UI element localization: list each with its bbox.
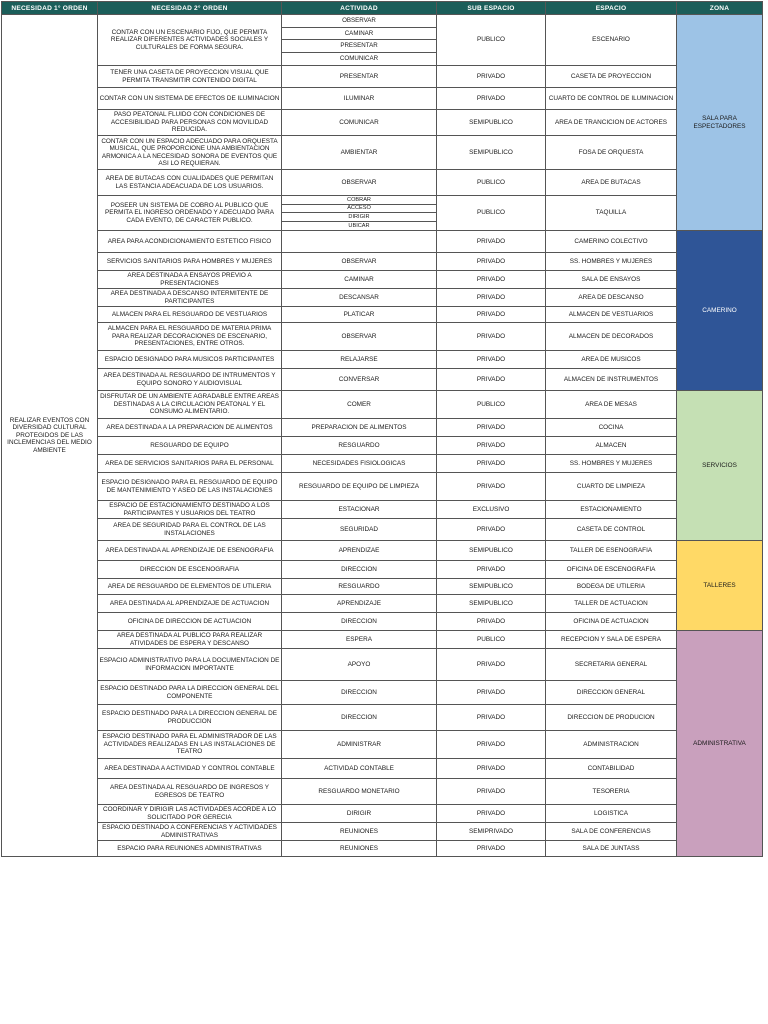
table-row [2,289,763,307]
space-cell: AREA DE TRANCICION DE ACTORES [546,110,677,136]
table-row [2,455,763,473]
second-order-need-cell: AREA DE RESGUARDO DE ELEMENTOS DE UTILERIA [98,579,282,595]
activity-cell [282,231,437,253]
sub-space-cell: SEMIPUBLICO [437,110,546,136]
zone-cell: CAMERINO [677,231,763,391]
table-row [2,323,763,351]
sub-space-cell: SEMIPUBLICO [437,541,546,561]
space-cell: CUARTO DE LIMPIEZA [546,473,677,501]
zone-cell: SERVICIOS [677,391,763,541]
space-cell: RECEPCION Y SALA DE ESPERA [546,631,677,649]
activity-cell: SEGURIDAD [282,519,437,541]
activity-cell: ACTIVIDAD CONTABLE [282,759,437,779]
space-cell: ALMACEN DE INSTRUMENTOS [546,369,677,391]
activity-item: DIRIGIR [282,213,436,222]
sub-space-cell: SEMIPRIVADO [437,823,546,841]
space-cell: CONTABILIDAD [546,759,677,779]
activity-cell: APRENDIZAJE [282,595,437,613]
second-order-need-cell: TENER UNA CASETA DE PROYECCION VISUAL QUE PERMITA TRANSMITIR CONTENIDO DIGITAL [98,66,282,88]
sub-space-cell: PUBLICO [437,15,546,66]
activity-cell: ESPERA [282,631,437,649]
second-order-need-cell: SERVICIOS SANITARIOS PARA HOMBRES Y MUJERES [98,253,282,271]
second-order-need-cell: ALMACEN PARA EL RESGUARDO DE VESTUARIOS [98,307,282,323]
second-order-need-cell: AREA DESTINADA AL RESGUARDO DE INTRUMENTOS Y EQUIPO SONORO Y AUDIOVISUAL [98,369,282,391]
table-row [2,196,763,231]
space-cell: DIRECCION GENERAL [546,681,677,705]
activity-item: UBICAR [348,222,370,229]
activity-item: COBRAR [282,196,436,205]
space-cell: SALA DE ENSAYOS [546,271,677,289]
activity-item: PRESENTAR [282,40,436,53]
activity-cell: DIRECCION [282,705,437,731]
space-cell: AREA DE MESAS [546,391,677,419]
table-row [2,369,763,391]
activity-cell: RESGUARDO DE EQUIPO DE LIMPIEZA [282,473,437,501]
sub-space-cell: PRIVADO [437,731,546,759]
space-cell: OFICINA DE ESCENOGRAFIA [546,561,677,579]
space-cell: TAQUILLA [546,196,677,231]
activity-cell: COMER [282,391,437,419]
zone-cell: TALLERES [677,541,763,631]
table-row [2,519,763,541]
table-row [2,649,763,681]
space-cell: SS. HOMBRES Y MUJERES [546,253,677,271]
second-order-need-cell: AREA PARA ACONDICIONAMIENTO ESTETICO FISICO [98,231,282,253]
second-order-need-cell: ESPACIO DESIGNADO PARA EL RESGUARDO DE EQUIPO DE MANTENIMIENTO Y ASEO DE LAS INSTALACIONES [98,473,282,501]
table-row [2,731,763,759]
space-cell: SS. HOMBRES Y MUJERES [546,455,677,473]
second-order-need-cell: OFICINA DE DIRECCION DE ACTUACION [98,613,282,631]
second-order-need-cell: AREA DESTINADA AL APRENDIZAJE DE ACTUACION [98,595,282,613]
sub-space-cell: PRIVADO [437,519,546,541]
table-row [2,579,763,595]
second-order-need-cell: AREA DESTINADA A ENSAYOS PREVIO A PRESENTACIONES [98,271,282,289]
space-cell: OFICINA DE ACTUACION [546,613,677,631]
activity-cell: OBSERVAR [282,253,437,271]
activity-cell: RESGUARDO [282,437,437,455]
space-cell: LOGISTICA [546,805,677,823]
space-cell: ADMINISTRACION [546,731,677,759]
second-order-need-cell: ALMACEN PARA EL RESGUARDO DE MATERIA PRIMA PARA REALIZAR DECORACIONES DE ESCENARIO, PRESENTACIONES, ENTRE OTROS. [98,323,282,351]
space-cell: TALLER DE ACTUACION [546,595,677,613]
activity-cell: RELAJARSE [282,351,437,369]
table-row [2,541,763,561]
zone-cell: SALA PARA ESPECTADORES [677,15,763,231]
activity-cell: CONVERSAR [282,369,437,391]
space-cell: CASETA DE PROYECCION [546,66,677,88]
sub-space-cell: PRIVADO [437,231,546,253]
activity-cell: APRENDIZAE [282,541,437,561]
table-row [2,307,763,323]
second-order-need-cell: AREA DESTINADA AL PUBLICO PARA REALIZAR ATIVIDADES DE ESPERA Y DESCANSO [98,631,282,649]
table-row [2,779,763,805]
table-row [2,110,763,136]
table-row [2,15,763,66]
sub-space-cell: PRIVADO [437,779,546,805]
table-row [2,823,763,841]
space-cell: ESTACIONAMIENTO [546,501,677,519]
activity-item: CAMINAR [282,28,436,41]
activity-item: COMUNICAR [339,55,379,63]
space-cell: BODEGA DE UTILERIA [546,579,677,595]
space-cell: AREA DE MUSICOS [546,351,677,369]
space-cell: SALA DE CONFERENCIAS [546,823,677,841]
second-order-need-cell: DIRECCION DE ESCENOGRAFIA [98,561,282,579]
header-second-order-need: NECESIDAD 2° ORDEN [98,2,282,15]
activity-cell: OBSERVAR [282,170,437,196]
second-order-need-cell: AREA DE SEGURIDAD PARA EL CONTROL DE LAS INSTALACIONES [98,519,282,541]
table-row [2,613,763,631]
second-order-need-cell: ESPACIO DE ESTACIONAMIENTO DESTINADO A LOS PARTICIPANTES Y USUARIOS DEL TEATRO [98,501,282,519]
sub-space-cell: PUBLICO [437,631,546,649]
sub-space-cell: PRIVADO [437,805,546,823]
table-row [2,231,763,253]
sub-space-cell: PUBLICO [437,196,546,231]
second-order-need-cell: AREA DESTINADA AL RESGUARDO DE INGRESOS Y EGRESOS DE TEATRO [98,779,282,805]
table-row [2,705,763,731]
sub-space-cell: PRIVADO [437,455,546,473]
second-order-need-cell: AREA DESTINADA A LA PREPARACION DE ALIMENTOS [98,419,282,437]
sub-space-cell: PRIVADO [437,473,546,501]
header-activity: ACTIVIDAD [282,2,437,15]
header-space: ESPACIO [546,2,677,15]
sub-space-cell: PRIVADO [437,681,546,705]
space-cell: SALA DE JUNTASS [546,841,677,857]
second-order-need-cell: CONTAR CON UN ESCENARIO FIJO, QUE PERMITA REALIZAR DIFERENTES ACTIVIDADES SOCIALES Y CULTURALES DE FORMA SEGURA. [98,15,282,66]
sub-space-cell: PUBLICO [437,391,546,419]
activity-cell: ILUMINAR [282,88,437,110]
activity-cell: PRESENTAR [282,66,437,88]
activity-cell: PREPARACION DE ALIMENTOS [282,419,437,437]
second-order-need-cell: ESPACIO DESTINADO PARA LA DIRECCION GENERAL DEL COMPONENTE [98,681,282,705]
space-cell: CUARTO DE CONTROL DE ILUMINACION [546,88,677,110]
table-row [2,437,763,455]
sub-space-cell: PRIVADO [437,351,546,369]
table-row [2,253,763,271]
needs-table [1,1,763,857]
activity-cell: DESCANSAR [282,289,437,307]
activity-cell: PLATICAR [282,307,437,323]
table-row [2,419,763,437]
second-order-need-cell: DISFRUTAR DE UN AMBIENTE AGRADABLE ENTRE AREAS DESTINADAS A LA CIRCULACION PEATONAL Y EL CONSUMO ALIMENTARIO. [98,391,282,419]
sub-space-cell: PRIVADO [437,66,546,88]
activity-cell: DIRECCION [282,613,437,631]
table-row [2,473,763,501]
table-row [2,351,763,369]
second-order-need-cell: ESPACIO DESTINADO PARA LA DIRECCION GENERAL DE PRODUCCION [98,705,282,731]
space-cell: COCINA [546,419,677,437]
table-row [2,631,763,649]
activity-cell: DIRECCION [282,561,437,579]
zone-cell: ADMINISTRATIVA [677,631,763,857]
second-order-need-cell: RESGUARDO DE EQUIPO [98,437,282,455]
activity-cell: OBSERVAR [282,323,437,351]
sub-space-cell: PRIVADO [437,289,546,307]
sub-space-cell: PRIVADO [437,369,546,391]
header-sub-space: SUB ESPACIO [437,2,546,15]
second-order-need-cell: POSEER UN SISTEMA DE COBRO AL PUBLICO QUE PERMITA EL INGRESO ORDENADO Y ADECUADO PARA CADA EVENTO, DE CARACTER PUBLICO. [98,196,282,231]
table-row [2,561,763,579]
table-row [2,136,763,170]
table-row [2,805,763,823]
activity-cell: RESGUARDO MONETARIO [282,779,437,805]
second-order-need-cell: CONTAR CON UN ESPACIO ADECUADO PARA ORQUESTA MUSICAL, QUE PROPORCIONE UNA AMBIENTACION ARMONICA A LA NECESIDAD SONORA DE EVENTOS QUE ASI LO REQUIERAN. [98,136,282,170]
space-cell: DIRECCION DE PRODUCION [546,705,677,731]
sub-space-cell: SEMIPUBLICO [437,136,546,170]
sub-space-cell: PRIVADO [437,323,546,351]
space-cell: AREA DE DESCANSO [546,289,677,307]
sub-space-cell: PRIVADO [437,271,546,289]
space-cell: FOSA DE ORQUESTA [546,136,677,170]
sub-space-cell: PRIVADO [437,841,546,857]
table-row [2,88,763,110]
second-order-need-cell: ESPACIO DESTINADO PARA EL ADMINISTRADOR DE LAS ACTIVIDADES REALIZADAS EN LAS INSTALACIONES DE TEATRO [98,731,282,759]
second-order-need-cell: ESPACIO ADMINISTRATIVO PARA LA DOCUMENTACION DE INFORMACION IMPORTANTE [98,649,282,681]
space-cell: ALMACEN DE DECORADOS [546,323,677,351]
activity-cell: ESTACIONAR [282,501,437,519]
activity-cell: ADMINISTRAR [282,731,437,759]
space-cell: AREA DE BUTACAS [546,170,677,196]
activity-cell: AMBIENTAR [282,136,437,170]
activity-cell: REUNIONES [282,823,437,841]
second-order-need-cell: AREA DE BUTACAS CON CUALIDADES QUE PERMITAN LAS ESTANCIA ADEACUADA DE LOS USUARIOS. [98,170,282,196]
table-row [2,841,763,857]
second-order-need-cell: AREA DESTINADA A ACTIVIDAD Y CONTROL CONTABLE [98,759,282,779]
second-order-need-cell: ESPACIO DESTINADO A CONFERENCIAS Y ACTIVIDADES ADMINISTRATIVAS [98,823,282,841]
activity-cell: APOYO [282,649,437,681]
header-row [2,2,763,15]
second-order-need-cell: ESPACIO PARA REUNIONES ADMINISTRATIVAS [98,841,282,857]
activity-cell: RESGUARDO [282,579,437,595]
space-cell: SECRETARIA GENERAL [546,649,677,681]
activity-item: ACCESO [282,205,436,214]
activity-cell [282,196,437,231]
table-row [2,681,763,705]
sub-space-cell: PRIVADO [437,613,546,631]
table-row [2,271,763,289]
sub-space-cell: PUBLICO [437,170,546,196]
sub-space-cell: PRIVADO [437,561,546,579]
space-cell: ALMACEN DE VESTUARIOS [546,307,677,323]
sub-space-cell: EXCLUSIVO [437,501,546,519]
table-row [2,595,763,613]
header-zone: ZONA [677,2,763,15]
sub-space-cell: PRIVADO [437,88,546,110]
activity-cell [282,15,437,66]
space-cell: ESCENARIO [546,15,677,66]
activity-item: OBSERVAR [282,15,436,28]
table-row [2,501,763,519]
space-cell: CASETA DE CONTROL [546,519,677,541]
sub-space-cell: PRIVADO [437,649,546,681]
second-order-need-cell: PASO PEATONAL FLUIDO CON CONDICIONES DE ACCESIBILIDAD PARA PERSONAS CON MOVILIDAD REDUCIDA. [98,110,282,136]
second-order-need-cell: ESPACIO DESIGNADO PARA MUSICOS PARTICIPANTES [98,351,282,369]
needs-table-container [1,1,762,857]
space-cell: TALLER DE ESENOGRAFIA [546,541,677,561]
space-cell: TESORERIA [546,779,677,805]
activity-cell: REUNIONES [282,841,437,857]
second-order-need-cell: AREA DESTINADA AL APRENDIZAJE DE ESENOGRAFIA [98,541,282,561]
space-cell: ALMACEN [546,437,677,455]
sub-space-cell: SEMIPUBLICO [437,579,546,595]
sub-space-cell: PRIVADO [437,307,546,323]
table-row [2,391,763,419]
sub-space-cell: PRIVADO [437,705,546,731]
space-cell: CAMERINO COLECTIVO [546,231,677,253]
second-order-need-cell: COORDINAR Y DIRIGIR LAS ACTIVIDADES ACORDE A LO SOLICITADO POR GERECIA [98,805,282,823]
activity-cell: DIRECCION [282,681,437,705]
sub-space-cell: PRIVADO [437,759,546,779]
activity-cell: NECESIDADES FISIOLOGICAS [282,455,437,473]
table-row [2,759,763,779]
table-row [2,66,763,88]
second-order-need-cell: AREA DESTINADA A DESCANSO INTERMITENTE DE PARTICIPANTES [98,289,282,307]
second-order-need-cell: CONTAR CON UN SISTEMA DE EFECTOS DE ILUMINACION [98,88,282,110]
activity-cell: COMUNICAR [282,110,437,136]
header-first-order-need: NECESIDAD 1° ORDEN [2,2,98,15]
sub-space-cell: SEMIPUBLICO [437,595,546,613]
table-row [2,170,763,196]
sub-space-cell: PRIVADO [437,253,546,271]
sub-space-cell: PRIVADO [437,419,546,437]
sub-space-cell: PRIVADO [437,437,546,455]
second-order-need-cell: AREA DE SERVICIOS SANITARIOS PARA EL PERSONAL [98,455,282,473]
activity-cell: CAMINAR [282,271,437,289]
first-order-need-cell: REALIZAR EVENTOS CON DIVERSIDAD CULTURAL PROTEGIDOS DE LAS INCLEMENCIAS DEL MEDIO AMBIENTE [2,15,98,857]
activity-cell: DIRIGIR [282,805,437,823]
